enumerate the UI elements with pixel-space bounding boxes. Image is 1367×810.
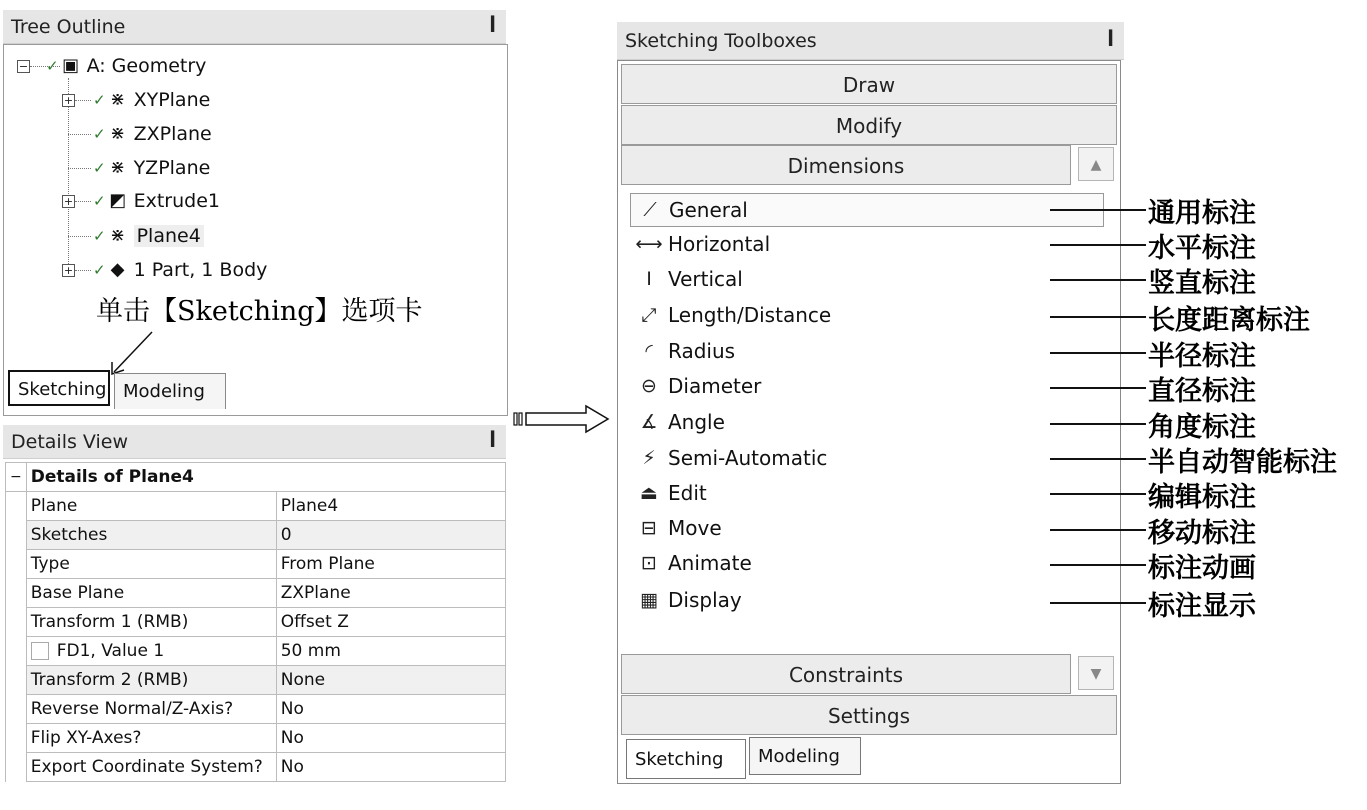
tool-label: Animate xyxy=(668,551,752,575)
check-icon: ✓ xyxy=(93,261,106,279)
tree-connector xyxy=(68,168,91,169)
sketching-toolboxes-title: Sketching Toolboxes xyxy=(625,30,817,52)
tool-vertical[interactable] xyxy=(634,262,743,296)
table-row xyxy=(6,666,506,695)
property-value[interactable]: From Plane xyxy=(276,550,505,579)
tree-node-zxplane[interactable] xyxy=(93,119,212,149)
details-view-title: Details View xyxy=(11,431,128,453)
property-value[interactable]: None xyxy=(276,666,505,695)
tool-general[interactable] xyxy=(630,193,1104,227)
details-header-row xyxy=(6,463,506,492)
label-vertical-cn: 竖直标注 xyxy=(1148,268,1256,299)
tree-node-plane4[interactable] xyxy=(93,221,204,251)
label-animate-cn: 标注动画 xyxy=(1148,553,1256,584)
leader-line xyxy=(1050,244,1146,246)
row-gutter xyxy=(6,521,27,550)
table-row xyxy=(6,753,506,782)
tree-node-label: A: Geometry xyxy=(86,55,207,77)
vertical-dimension-icon: Ⅰ xyxy=(646,268,652,290)
tool-label: Edit xyxy=(668,481,707,505)
tool-label: Horizontal xyxy=(668,232,771,256)
check-icon: ✓ xyxy=(93,192,106,210)
diameter-icon: ⊖ xyxy=(641,375,657,397)
check-icon: ✓ xyxy=(46,57,59,75)
tool-horizontal[interactable] xyxy=(634,227,770,261)
plane-icon: ⋇ xyxy=(110,123,126,144)
label-display-cn: 标注显示 xyxy=(1148,591,1256,622)
leader-line xyxy=(1050,352,1146,354)
length-distance-icon: ⤢ xyxy=(641,304,657,326)
general-dimension-icon: ⟋ xyxy=(643,199,657,221)
property-value[interactable]: ZXPlane xyxy=(276,579,505,608)
tool-label: Radius xyxy=(668,339,736,363)
tree-node-part-body[interactable] xyxy=(93,255,267,285)
check-icon: ✓ xyxy=(93,125,106,143)
property-name: Transform 1 (RMB) xyxy=(26,608,276,637)
label-angle-cn: 角度标注 xyxy=(1148,412,1256,443)
tab-modeling[interactable]: Modeling xyxy=(749,737,861,775)
semi-automatic-icon: ⚡ xyxy=(642,447,656,469)
check-icon: ✓ xyxy=(93,159,106,177)
check-icon: ✓ xyxy=(93,227,106,245)
tree-node-extrude1[interactable] xyxy=(93,186,220,216)
table-row xyxy=(6,521,506,550)
table-row xyxy=(6,724,506,753)
tree-node-xyplane[interactable] xyxy=(93,85,210,115)
collapse-icon[interactable]: − xyxy=(6,463,27,492)
expand-toggle[interactable]: + xyxy=(63,94,74,107)
tool-edit[interactable] xyxy=(634,476,707,510)
tool-angle[interactable] xyxy=(634,405,725,439)
tree-node-label: YZPlane xyxy=(133,157,211,179)
property-name-text: FD1, Value 1 xyxy=(56,641,165,661)
body-icon: ◆ xyxy=(110,259,125,280)
angle-icon: ∡ xyxy=(640,411,658,433)
leader-line xyxy=(1050,316,1146,318)
tree-connector xyxy=(75,100,91,101)
leader-line xyxy=(1050,387,1146,389)
tool-label: Move xyxy=(668,516,722,540)
expand-toggle[interactable]: + xyxy=(63,195,74,208)
leader-line xyxy=(1050,602,1146,604)
label-general-cn: 通用标注 xyxy=(1148,198,1256,229)
horizontal-dimension-icon: ⟷ xyxy=(635,233,663,255)
parameter-checkbox[interactable] xyxy=(31,642,49,660)
details-table xyxy=(5,462,506,782)
tree-node-label: 1 Part, 1 Body xyxy=(133,259,268,281)
table-row xyxy=(6,608,506,637)
tool-label: Semi-Automatic xyxy=(668,446,828,470)
row-gutter xyxy=(6,492,27,521)
row-gutter xyxy=(6,724,27,753)
property-name: Flip XY-Axes? xyxy=(26,724,276,753)
plane-icon: ⋇ xyxy=(110,157,126,178)
tab-sketching[interactable]: Sketching xyxy=(8,370,110,406)
leader-line xyxy=(1050,423,1146,425)
tree-connector xyxy=(68,78,69,272)
tree-outline-title: Tree Outline xyxy=(11,16,126,38)
plane-icon: ⋇ xyxy=(110,89,126,110)
details-view-header xyxy=(3,425,506,459)
leader-line xyxy=(1050,564,1146,566)
extrude-icon: ◩ xyxy=(109,190,127,211)
scroll-down-icon[interactable]: ▼ xyxy=(1078,656,1114,690)
tree-outline-header xyxy=(3,10,506,44)
tool-label: General xyxy=(669,198,748,222)
tree-node-yzplane[interactable] xyxy=(93,153,210,183)
property-name: Reverse Normal/Z-Axis? xyxy=(26,695,276,724)
tree-node-label: Extrude1 xyxy=(133,190,220,212)
tree-connector xyxy=(68,134,91,135)
tree-node-label: XYPlane xyxy=(133,89,211,111)
geometry-icon: ▣ xyxy=(62,55,80,76)
pin-icon[interactable]: ꟾ xyxy=(489,431,496,452)
property-name: Plane xyxy=(26,492,276,521)
tree-node-geometry[interactable] xyxy=(46,51,206,81)
group-settings[interactable]: Settings xyxy=(621,695,1117,735)
tool-length-distance[interactable] xyxy=(634,298,831,332)
property-name xyxy=(26,637,276,666)
table-row xyxy=(6,492,506,521)
annotation-click-sketching: 单击【Sketching】选项卡 xyxy=(96,296,423,327)
property-value[interactable]: No xyxy=(276,695,505,724)
tool-animate[interactable] xyxy=(634,546,752,580)
property-name: Transform 2 (RMB) xyxy=(26,666,276,695)
tool-display[interactable] xyxy=(634,583,742,617)
property-value[interactable]: No xyxy=(276,753,505,782)
leader-line xyxy=(1050,529,1146,531)
label-semi-automatic-cn: 半自动智能标注 xyxy=(1148,447,1337,478)
row-gutter xyxy=(6,550,27,579)
row-gutter xyxy=(6,695,27,724)
tab-modeling[interactable]: Modeling xyxy=(114,373,226,409)
leader-line xyxy=(1050,493,1146,495)
group-constraints[interactable]: Constraints xyxy=(621,654,1071,694)
details-header: Details of Plane4 xyxy=(26,463,505,492)
label-edit-cn: 编辑标注 xyxy=(1148,482,1256,513)
tool-label: Diameter xyxy=(668,374,762,398)
scroll-up-icon[interactable]: ▲ xyxy=(1078,147,1114,181)
table-row xyxy=(6,695,506,724)
tree-node-label: Plane4 xyxy=(134,225,204,247)
plane-icon: ⋇ xyxy=(110,225,126,246)
group-dimensions[interactable]: Dimensions xyxy=(621,145,1071,185)
label-length-distance-cn: 长度距离标注 xyxy=(1148,305,1310,336)
label-horizontal-cn: 水平标注 xyxy=(1148,233,1256,264)
table-row xyxy=(6,550,506,579)
row-gutter xyxy=(6,666,27,695)
label-diameter-cn: 直径标注 xyxy=(1148,376,1256,407)
row-gutter xyxy=(6,637,27,666)
table-row xyxy=(6,579,506,608)
tree-node-label: ZXPlane xyxy=(133,123,212,145)
tool-label: Angle xyxy=(668,410,725,434)
tree-connector xyxy=(75,201,91,202)
pin-icon[interactable]: ꟾ xyxy=(1107,30,1114,51)
tool-move[interactable] xyxy=(634,511,722,545)
row-gutter xyxy=(6,608,27,637)
group-draw[interactable]: Draw xyxy=(621,64,1117,104)
property-value[interactable]: 50 mm xyxy=(276,637,505,666)
label-radius-cn: 半径标注 xyxy=(1148,341,1256,372)
display-icon: ▦ xyxy=(640,589,658,611)
collapse-toggle[interactable]: − xyxy=(18,60,29,73)
property-value[interactable]: No xyxy=(276,724,505,753)
tree-connector xyxy=(68,236,91,237)
tool-diameter[interactable] xyxy=(634,369,761,403)
label-move-cn: 移动标注 xyxy=(1148,518,1256,549)
check-icon: ✓ xyxy=(93,91,106,109)
transition-arrow-icon xyxy=(512,404,612,434)
leader-line xyxy=(1050,458,1146,460)
group-modify[interactable]: Modify xyxy=(621,105,1117,145)
property-name: Export Coordinate System? xyxy=(26,753,276,782)
tool-semi-automatic[interactable] xyxy=(634,441,827,475)
tool-label: Display xyxy=(668,588,742,612)
property-value[interactable]: Offset Z xyxy=(276,608,505,637)
leader-line xyxy=(1050,209,1146,211)
property-name: Type xyxy=(26,550,276,579)
animate-icon: ⊡ xyxy=(641,552,657,574)
expand-toggle[interactable]: + xyxy=(63,264,74,277)
sketching-toolboxes-header xyxy=(617,22,1124,60)
row-gutter xyxy=(6,579,27,608)
property-value: 0 xyxy=(276,521,505,550)
radius-icon: ◜ xyxy=(645,340,653,362)
tool-radius[interactable] xyxy=(634,334,735,368)
property-name: Base Plane xyxy=(26,579,276,608)
pin-icon[interactable]: ꟾ xyxy=(489,16,496,37)
property-value[interactable]: Plane4 xyxy=(276,492,505,521)
table-row xyxy=(6,637,506,666)
tree-connector xyxy=(75,270,91,271)
tool-label: Vertical xyxy=(668,267,743,291)
property-name: Sketches xyxy=(26,521,276,550)
row-gutter xyxy=(6,753,27,782)
edit-dimension-icon: ⏏ xyxy=(640,482,658,504)
tool-label: Length/Distance xyxy=(668,303,832,327)
move-dimension-icon: ⊟ xyxy=(641,517,657,539)
tab-sketching[interactable]: Sketching xyxy=(626,739,746,779)
leader-line xyxy=(1050,279,1146,281)
